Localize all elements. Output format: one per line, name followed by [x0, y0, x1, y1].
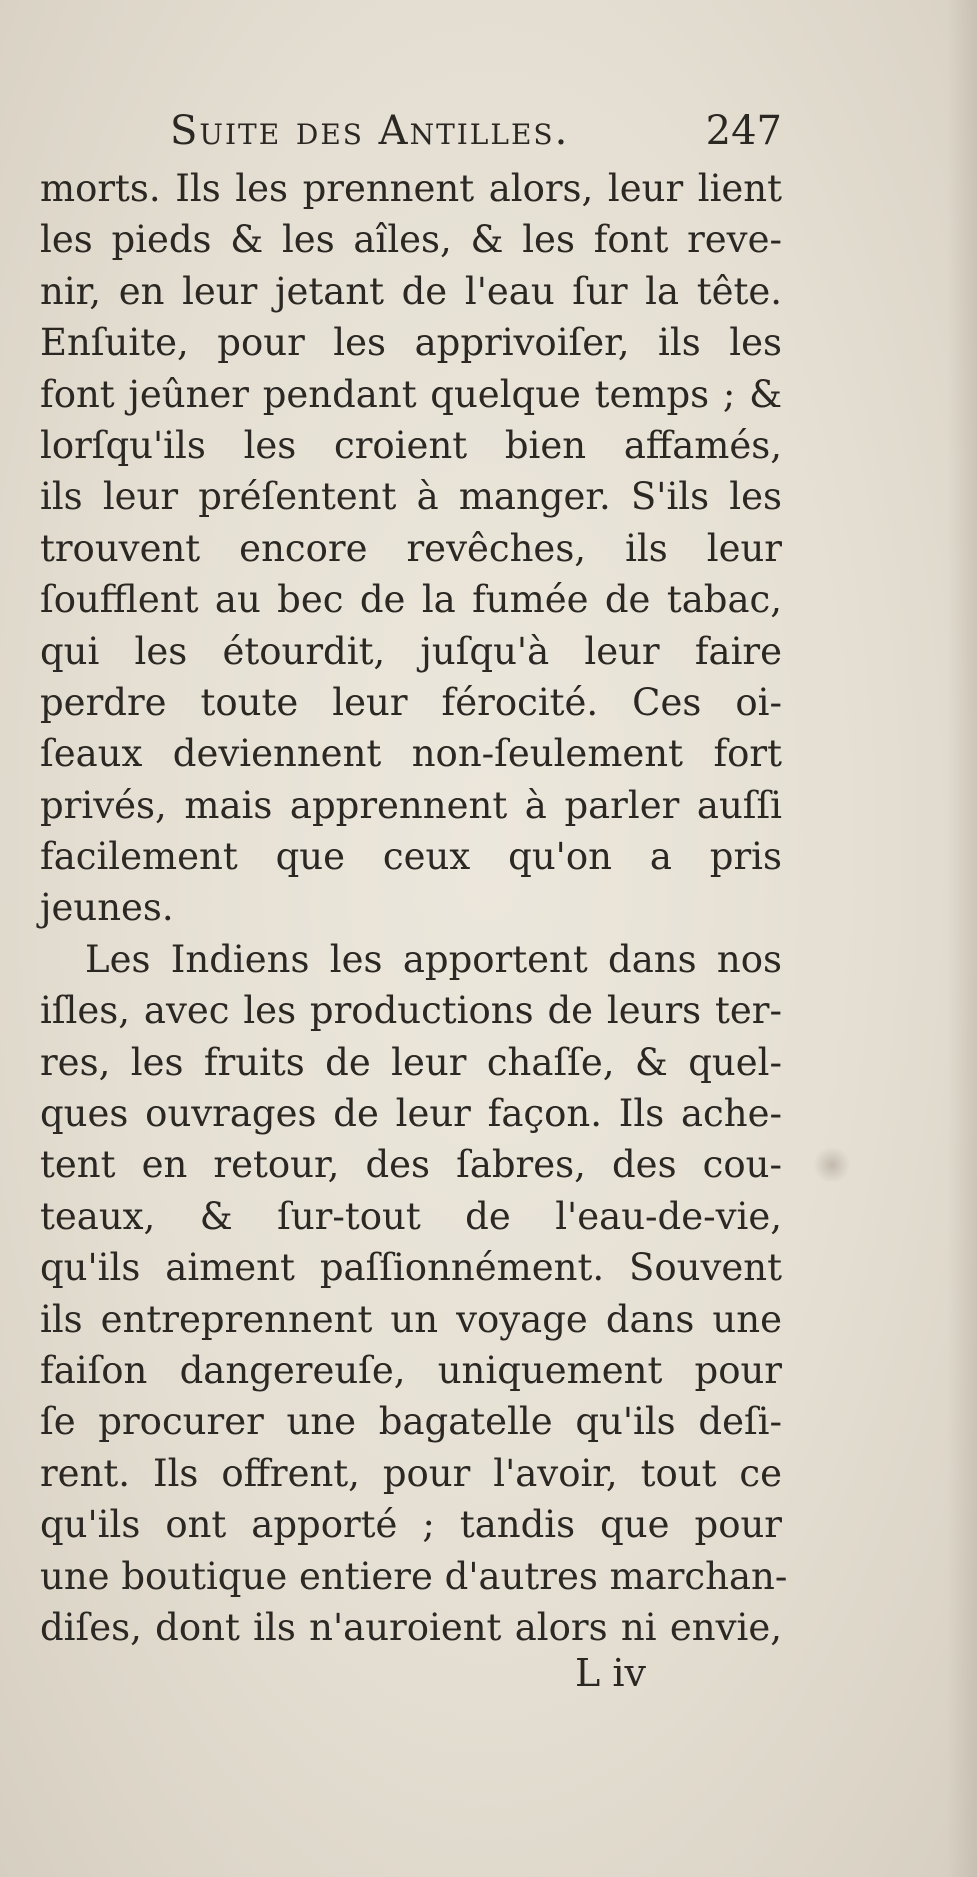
- text-line: ques ouvrages de leur façon. Ils ache-: [40, 1092, 782, 1136]
- text-line: qui les étourdit, juſqu'à leur faire: [40, 629, 782, 673]
- text-line: nir, en leur jetant de l'eau ſur la tête.: [40, 269, 782, 313]
- text-line: ſe procurer une bagatelle qu'ils deſi-: [40, 1400, 782, 1444]
- text-line: qu'ils aiment paſſionnément. Souvent: [40, 1246, 782, 1290]
- page-number: 247: [705, 108, 782, 154]
- signature-mark: L iv: [575, 1651, 646, 1695]
- text-line: facilement que ceux qu'on a pris: [40, 835, 782, 879]
- text-line: font jeûner pendant quelque temps ; &: [40, 372, 782, 416]
- paragraph-1: [40, 163, 782, 934]
- text-line: rent. Ils offrent, pour l'avoir, tout ce: [40, 1451, 782, 1495]
- text-line: teaux, & ſur-tout de l'eau-de-vie,: [40, 1194, 782, 1238]
- body-text: [40, 163, 788, 1653]
- text-line: une boutique entiere d'autres marchan-: [40, 1554, 788, 1598]
- text-line: res, les fruits de leur chaſſe, & quel-: [40, 1040, 782, 1084]
- text-line: qu'ils ont apporté ; tandis que pour: [40, 1503, 782, 1547]
- text-line: diſes, dont ils n'auroient alors ni envie,: [40, 1605, 782, 1649]
- text-line: Enſuite, pour les apprivoiſer, ils les: [40, 321, 782, 365]
- text-line: jeunes.: [40, 886, 174, 930]
- paper-stain: [812, 1148, 852, 1182]
- text-line: privés, mais apprennent à parler auſſi: [40, 783, 782, 827]
- text-line: tent en retour, des ſabres, des cou-: [40, 1143, 782, 1187]
- running-title: Suite des Antilles.: [170, 108, 570, 154]
- text-line: perdre toute leur férocité. Ces oi-: [40, 680, 782, 724]
- page-header: [170, 108, 782, 160]
- page-edge-shadow: [947, 0, 977, 1877]
- text-line: Les Indiens les apportent dans nos: [85, 937, 782, 981]
- text-line: faiſon dangereuſe, uniquement pour: [40, 1348, 782, 1392]
- text-line: trouvent encore revêches, ils leur: [40, 526, 782, 570]
- paragraph-2: [40, 934, 788, 1653]
- text-line: morts. Ils les prennent alors, leur lient: [40, 167, 782, 210]
- text-line: ſoufflent au bec de la fumée de tabac,: [40, 578, 782, 622]
- text-line: les pieds & les aîles, & les font reve-: [40, 218, 782, 262]
- text-line: ſeaux deviennent non-ſeulement fort: [40, 732, 782, 776]
- text-line: iſles, avec les productions de leurs ter-: [40, 989, 782, 1033]
- text-line: ils entreprennent un voyage dans une: [40, 1297, 782, 1341]
- text-line: ils leur préſentent à manger. S'ils les: [40, 475, 782, 519]
- text-line: lorſqu'ils les croient bien affamés,: [40, 423, 782, 467]
